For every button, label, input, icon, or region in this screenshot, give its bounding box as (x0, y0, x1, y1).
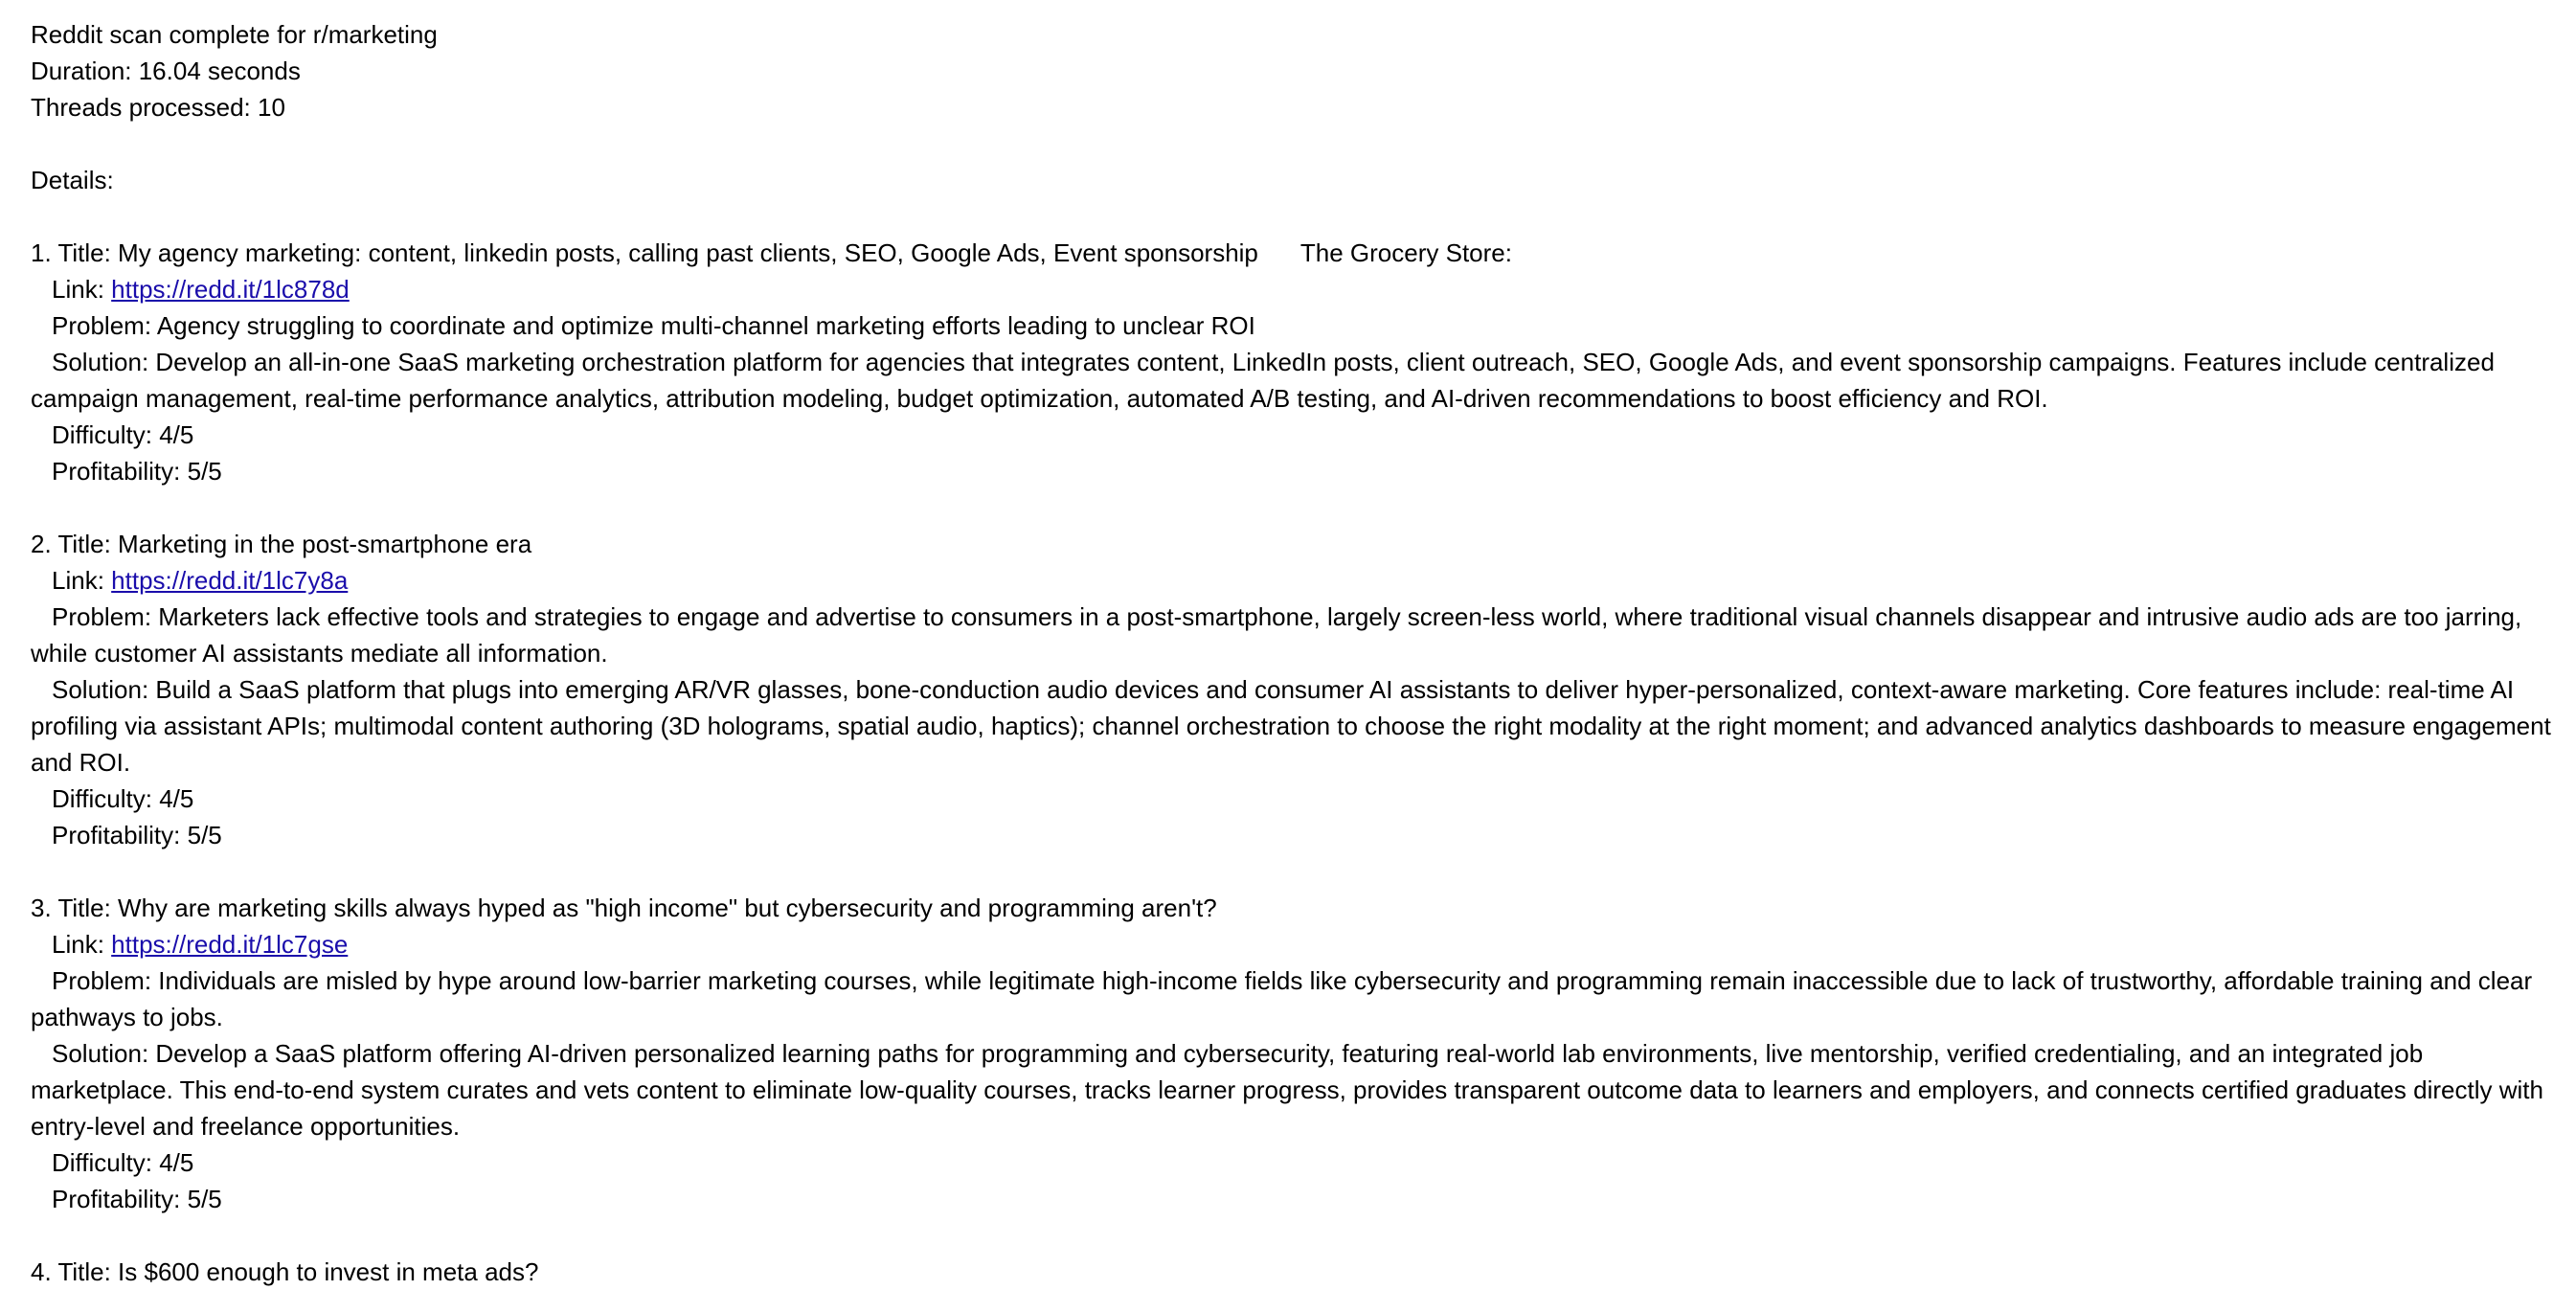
scan-duration: Duration: 16.04 seconds (31, 57, 301, 85)
link-label: Link: (52, 930, 112, 959)
thread-problem: Problem: Marketers lack effective tools and strategies to engage and advertise to consumers in a post-smartphone, largely screen-less world, where traditional visual channels disappear and intrusive audio ads are too jarring, while customer AI assistants mediate all information. (31, 602, 2529, 668)
thread-solution: Solution: Develop an all-in-one SaaS marketing orchestration platform for agencies that integrates content, LinkedIn posts, client outreach, SEO, Google Ads, and event sponsorship campaigns. Features include centralized campaign management, real-time performance analytics, attribution modeling, budget optimization, automated A/B testing, and AI-driven recommendations to boost efficiency and ROI. (31, 348, 2502, 413)
thread-link[interactable]: https://redd.it/1lc7y8a (111, 566, 349, 595)
thread-link-row (31, 562, 2559, 599)
link-label: Link: (52, 275, 112, 304)
thread-difficulty: Difficulty: 4/5 (52, 784, 194, 813)
link-label: Link: (52, 566, 112, 595)
thread-title: 2. Title: Marketing in the post-smartphone era (31, 530, 532, 558)
thread-link[interactable]: https://redd.it/1lc7gse (111, 930, 349, 959)
thread-item (31, 235, 2559, 489)
scan-title: Reddit scan complete for r/marketing (31, 20, 438, 49)
thread-title-extra: The Grocery Store: (1299, 238, 1512, 267)
thread-link-row (31, 926, 2559, 962)
thread-difficulty: Difficulty: 4/5 (52, 420, 194, 449)
scan-report (31, 16, 2559, 1290)
details-label: Details: (31, 166, 114, 194)
spacer (31, 853, 2559, 890)
thread-item (31, 526, 2559, 853)
thread-profitability: Profitability: 5/5 (52, 457, 222, 486)
threads-processed: Threads processed: 10 (31, 93, 285, 122)
thread-title: 4. Title: Is $600 enough to invest in meta ads? (31, 1257, 539, 1286)
spacer (31, 125, 2559, 162)
thread-title: 1. Title: My agency marketing: content, linkedin posts, calling past clients, SEO, Google Ads, Event sponsorship The Grocery Store: (31, 238, 1512, 267)
thread-difficulty: Difficulty: 4/5 (52, 1148, 194, 1177)
spacer (31, 1217, 2559, 1254)
thread-profitability: Profitability: 5/5 (52, 821, 222, 849)
thread-solution: Solution: Build a SaaS platform that plugs into emerging AR/VR glasses, bone-conduction audio devices and consumer AI assistants to deliver hyper-personalized, context-aware marketing. Core features include: real-time AI profiling via assistant APIs; multimodal content authoring (3D holograms, spatial audio, haptics); channel orchestration to choose the right modality at the right moment; and advanced analytics dashboards to measure engagement and ROI. (31, 675, 2559, 777)
thread-solution: Solution: Develop a SaaS platform offering AI-driven personalized learning paths for programming and cybersecurity, featuring real-world lab environments, live mentorship, verified credentialing, and an integrated job marketplace. This end-to-end system curates and vets content to eliminate low-quality courses, tracks learner progress, provides transparent outcome data to learners and employers, and connects certified graduates directly with entry-level and freelance opportunities. (31, 1039, 2551, 1141)
spacer (31, 198, 2559, 235)
thread-profitability: Profitability: 5/5 (52, 1185, 222, 1213)
thread-link-row (31, 271, 2559, 307)
thread-item (31, 890, 2559, 1217)
thread-problem: Problem: Individuals are misled by hype around low-barrier marketing courses, while legitimate high-income fields like cybersecurity and programming remain inaccessible due to lack of trustworthy, affordable training and clear pathways to jobs. (31, 966, 2540, 1031)
thread-link[interactable]: https://redd.it/1lc878d (111, 275, 350, 304)
thread-item (31, 1254, 2559, 1290)
thread-problem: Problem: Agency struggling to coordinate and optimize multi-channel marketing efforts leading to unclear ROI (52, 311, 1255, 340)
thread-title: 3. Title: Why are marketing skills always hyped as "high income" but cybersecurity and programming aren't? (31, 894, 1217, 922)
spacer (31, 489, 2559, 526)
